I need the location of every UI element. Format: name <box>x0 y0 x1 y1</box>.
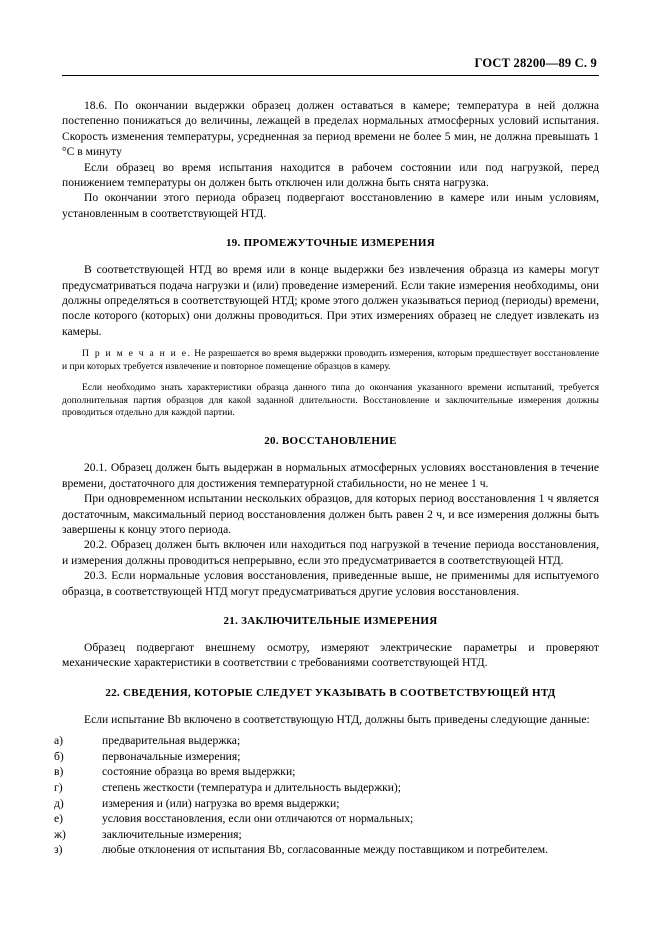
list-item-text: первоначальные измерения; <box>102 749 241 763</box>
list-item <box>54 780 599 796</box>
requirements-list <box>54 733 599 858</box>
page-number: С. 9 <box>574 56 597 70</box>
paragraph-20-3: 20.3. Если нормальные условия восстановления, приведенные выше, не применимы для испытуемого образца, в соответствующей НТД могут предусматриваться другие условия восстановления. <box>62 569 599 598</box>
list-item-text: заключительные измерения; <box>102 827 242 841</box>
list-marker: г) <box>54 780 63 794</box>
list-marker: з) <box>54 843 63 857</box>
paragraph-18-6: 18.6. По окончании выдержки образец должен оставаться в камере; температура в ней должна постепенно понижаться до величины, лежащей в пределах нормальных атмосферных условий испытания. Скорость изменения температуры, усредненная за период времени не более 5 мин, не должна превышать 1 °С в минуту <box>62 99 599 159</box>
paragraph-20-2: 20.2. Образец должен быть включен или находиться под нагрузкой в течение периода восстановления, и измерения должны проводиться непрерывно, если это предусматривается в соответствующей НТД. <box>62 538 599 567</box>
note-19 <box>62 348 599 373</box>
list-item <box>54 764 599 780</box>
list-item-text: состояние образца во время выдержки; <box>102 765 296 779</box>
list-marker: д) <box>54 796 64 810</box>
standard-number: ГОСТ 28200—89 <box>474 56 572 70</box>
list-item-text: степень жесткости (температура и длительность выдержки); <box>102 780 402 794</box>
list-marker: б) <box>54 749 64 763</box>
list-marker: е) <box>54 812 64 826</box>
paragraph-21: Образец подвергают внешнему осмотру, измеряют электрические параметры и проверяют механические характеристики в соответствии с требованиями соответствующей НТД. <box>62 640 599 670</box>
list-item <box>54 811 599 827</box>
page-header <box>62 56 599 71</box>
paragraph-20-1: 20.1. Образец должен быть выдержан в нормальных атмосферных условиях восстановления в течение времени, достаточного для достижения температурной стабильности, но не менее 1 ч. <box>62 461 599 490</box>
list-item-text: предварительная выдержка; <box>102 734 241 748</box>
note-19-b: Если необходимо знать характеристики образца данного типа до окончания указанного времени испытаний, требуется дополнительная партия образцов для какой заданной длительности. Восстановление и заключительные измерения должны проводиться отдельно для каждой партии. <box>62 382 599 418</box>
section-title-22: 22. СВЕДЕНИЯ, КОТОРЫЕ СЛЕДУЕТ УКАЗЫВАТЬ В СООТВЕТСТВУЮЩЕЙ НТД <box>105 686 556 699</box>
list-item <box>54 733 599 749</box>
section-title-19: 19. ПРОМЕЖУТОЧНЫЕ ИЗМЕРЕНИЯ <box>225 237 436 250</box>
note-label: П р и м е ч а н и е. <box>82 348 192 360</box>
paragraph-19: В соответствующей НТД во время или в конце выдержки без извлечения образца из камеры могут предусматриваться подача нагрузки и (или) проведение измерений. Если такие измерения необходимы, они должны определяться в соответствующей НТД; кроме этого должен указываться период (периоды) времени, после которого (которых) они должны проводиться. При этих измерениях образец не следует извлекать из камеры. <box>62 263 599 338</box>
section-title-21: 21. ЗАКЛЮЧИТЕЛЬНЫЕ ИЗМЕРЕНИЯ <box>223 614 438 627</box>
note-text: Не разрешается во время выдержки проводить измерения, которым предшествует восстановление и при которых требуется извлечение и повторное помещение образцов в камеру. <box>62 348 599 372</box>
paragraph-22: Если испытание Вb включено в соответствующую НТД, должны быть приведены следующие данные: <box>84 712 590 726</box>
paragraph-18-6-c: По окончании этого периода образец подвергают восстановлению в камере или иным условиям, установленным в соответствующей НТД. <box>62 191 599 220</box>
list-marker: а) <box>54 734 64 748</box>
list-item-text: условия восстановления, если они отличаются от нормальных; <box>102 812 414 826</box>
paragraph-18-6-b: Если образец во время испытания находится в рабочем состоянии или под нагрузкой, перед понижением температуры он должен быть отключен или должна быть снята нагрузка. <box>62 160 599 190</box>
paragraph-20-1-b: При одновременном испытании нескольких образцов, для которых период восстановления 1 ч является достаточным, максимальный период восстановления должен быть равен 2 ч, и все измерения должны быть завершены к концу этого периода. <box>62 492 599 536</box>
list-item <box>54 842 599 858</box>
list-item <box>54 749 599 765</box>
list-item-text: измерения и (или) нагрузка во время выдержки; <box>102 796 340 810</box>
header-divider <box>62 75 599 76</box>
list-item <box>54 796 599 812</box>
list-item <box>54 827 599 843</box>
list-item-text: любые отклонения от испытания Вb, согласованные между поставщиком и потребителем. <box>102 843 548 857</box>
list-marker: в) <box>54 765 64 779</box>
list-marker: ж) <box>54 827 66 841</box>
section-title-20: 20. ВОССТАНОВЛЕНИЕ <box>264 435 397 448</box>
